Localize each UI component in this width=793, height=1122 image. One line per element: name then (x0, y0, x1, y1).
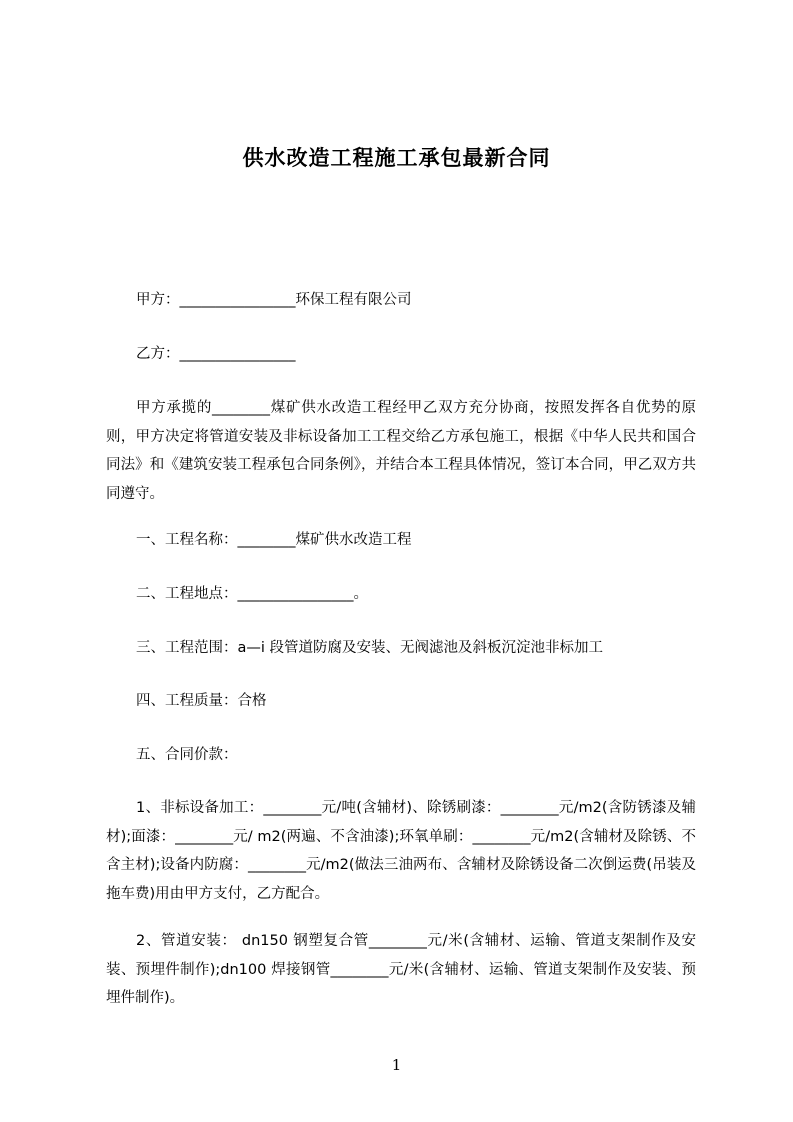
section-project-location: 二、工程地点：________________。 (136, 586, 368, 602)
document-title: 供水改造工程施工承包最新合同 (242, 146, 551, 170)
section-project-name: 一、工程名称：________煤矿供水改造工程 (136, 532, 412, 548)
preamble-paragraph: 甲方承揽的________煤矿供水改造工程经甲乙双方充分协商，按照发挥各自优势的原则，甲方决定将管道安装及非标设备加工工程交给乙方承包施工，根据《中华人民共和国合同法》和《建筑安装工程承包合同条例》，并结合本工程具体情况，签订本合同，甲乙双方共同遵守。 (106, 400, 696, 502)
price-item-1: 1、非标设备加工：________元/吨(含辅材)、除锈刷漆：________元/m2(含防锈漆及辅材);面漆：________元/ m2(两遍、不含油漆);环氧单刷：________元/m2(含辅材及除锈、不含主材);设备内防腐：________元/m2(做法三油两布、含辅材及除锈设备二次倒运费(吊装及拖车费)用由甲方支付，乙方配合。 (106, 800, 696, 902)
section-project-quality: 四、工程质量：合格 (136, 693, 267, 709)
section-project-scope: 三、工程范围：a—i 段管道防腐及安装、无阀滤池及斜板沉淀池非标加工 (136, 640, 604, 656)
price-item-2: 2、管道安装： dn150 钢塑复合管________元/米(含辅材、运输、管道支架制作及安装、预埋件制作);dn100 焊接钢管________元/米(含辅材、运输、管道支架制作及安装、预埋件制作)。 (106, 933, 696, 1006)
party-b-line: 乙方：________________ (136, 346, 296, 362)
section-contract-price: 五、合同价款： (136, 747, 238, 763)
page-number: 1 (391, 1056, 402, 1074)
party-a-line: 甲方：________________环保工程有限公司 (136, 292, 412, 308)
